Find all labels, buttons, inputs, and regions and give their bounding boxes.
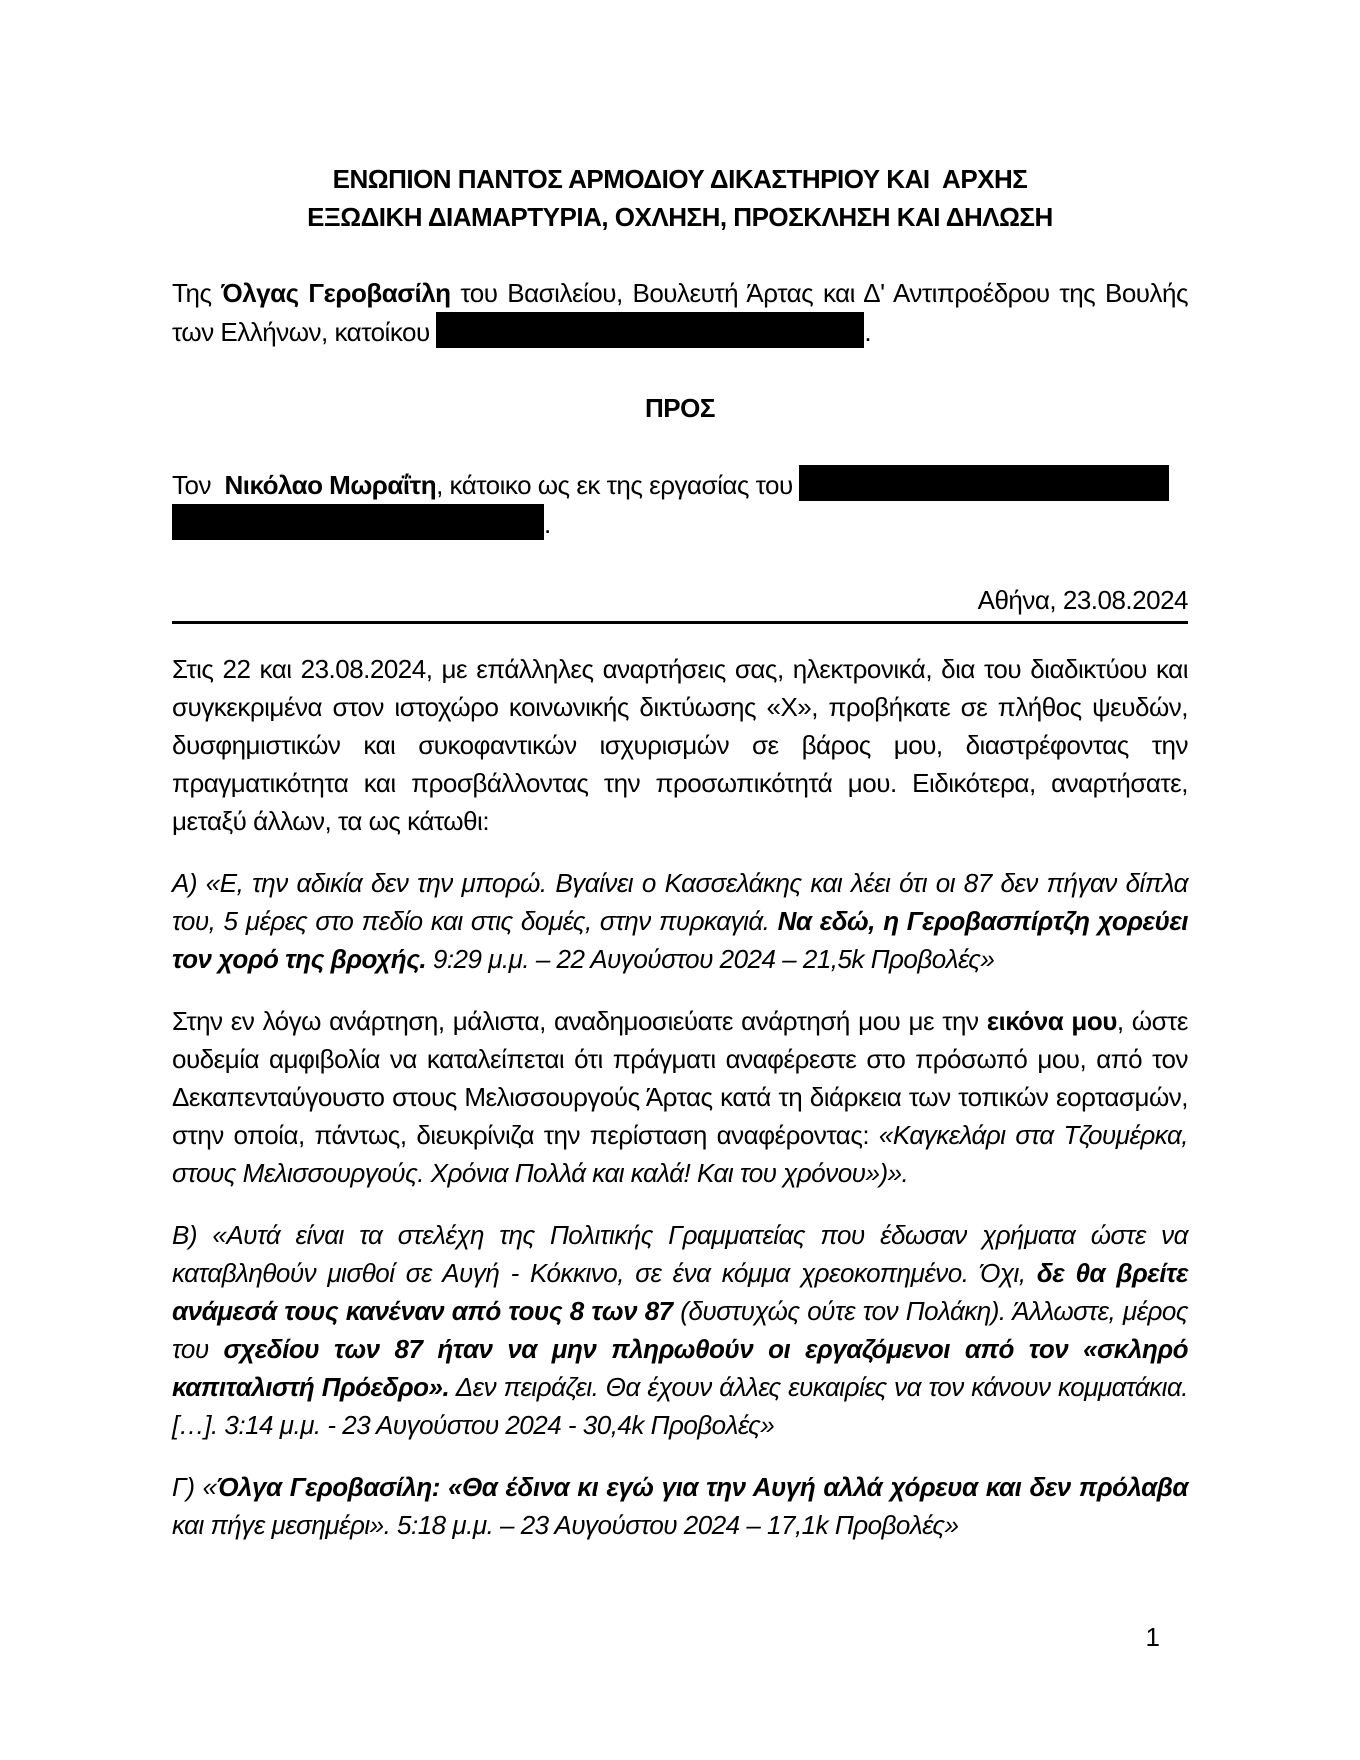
text-run: Στις 22 και 23.08.2024, με επάλληλες αναρτήσεις σας, ηλεκτρονικά, δια του διαδικτύου και συγκεκριμένα στον ιστοχώρο κοινωνικής δικτύωσης «Χ», προβήκατε σε πλήθος ψευδών, δυσφημιστικών και συκοφαντικών ισχυρισμών σε βάρος μου, διαστρέφοντας την πραγματικότητα και προσβάλλοντας την προσωπικότητά μου. Ειδικότερα, αναρτήσατε, μεταξύ άλλων, τα ως κάτωθι: — [172, 654, 1195, 836]
body-section — [172, 650, 1195, 1544]
text-run: Όλγας Γεροβασίλη — [221, 278, 451, 308]
post-c-quote-paragraph — [172, 1468, 1195, 1544]
text-run: του Βασιλείου, Βουλευτή Άρτας και Δ' Αντιπροέδρου της Βουλής των Ελλήνων, κατοίκου — [172, 278, 1195, 347]
text-run: εικόνα μου — [986, 1006, 1117, 1036]
redaction-bar — [436, 312, 864, 348]
text-run: Γ) « — [172, 1472, 217, 1502]
spacer — [172, 351, 1188, 389]
text-run: (δυστυχώς ούτε τον Πολάκη). Άλλωστε, μέρος του — [172, 1296, 1195, 1364]
text-run: «Καγκελάρι στα Τζουμέρκα, στους Μελισσουργούς. Χρόνια Πολλά και καλά! Και του χρόνου»)». — [172, 1120, 1195, 1188]
text-run: Δεν πειράζει. Θα έχουν άλλες ευκαιρίες να τον κάνουν κομματάκια. […]. 3:14 μ.μ. - 23 Αυγούστου 2024 - 30,4k Προβολές» — [172, 1372, 1195, 1440]
text-run: 9:29 μ.μ. – 22 Αυγούστου 2024 – 21,5k Προβολές» — [426, 944, 995, 974]
recipient-paragraph — [172, 465, 1188, 543]
text-run: Να εδώ, η Γεροβασπίρτζη χορεύει τον χορό της βροχής. — [172, 906, 1195, 974]
redaction-bar — [172, 504, 544, 540]
document-title — [172, 160, 1188, 236]
page-number: 1 — [1145, 1622, 1160, 1652]
text-run: Νικόλαο Μωραΐτη — [224, 470, 437, 500]
text-run: , ώστε ουδεμία αμφιβολία να καταλείπεται ότι πράγματι αναφέρεστε στο πρόσωπό μου, από τον Δεκαπενταύγουστο στους Μελισσουργούς Άρτας κατά τη διάρκεια των τοπικών εορτασμών, στην οποία, πάντως, διευκρίνιζα την περίσταση αναφέροντας: — [172, 1006, 1195, 1150]
image-repost-paragraph — [172, 1002, 1195, 1192]
text-run: Α) «Ε, την αδικία δεν την μπορώ. Βγαίνει ο Κασσελάκης και λέει ότι οι 87 δεν πήγαν δίπλα του, 5 μέρες στο πεδίο και στις δομές, στην πυρκαγιά. — [172, 868, 1195, 936]
text-run: Στην εν λόγω ανάρτηση, μάλιστα, αναδημοσιεύατε ανάρτησή μου με την — [172, 1006, 987, 1036]
dateline: Αθήνα, 23.08.2024 — [977, 585, 1188, 615]
separator-rule — [172, 621, 1188, 624]
text-run: σχεδίου των 87 ήταν να μην πληρωθούν οι εργαζόμενοι από τον «σκληρό καπιταλιστή Πρόεδρο». — [172, 1334, 1195, 1402]
spacer — [172, 543, 1188, 581]
text-run: , κάτοικο ως εκ της εργασίας του — [436, 470, 800, 500]
text-run: και πήγε μεσημέρι». 5:18 μ.μ. – 23 Αυγούστου 2024 – 17,1k Προβολές» — [172, 1472, 1195, 1540]
text-run: . — [864, 317, 872, 347]
intro-paragraph — [172, 650, 1195, 840]
text-run: Β) «Αυτά είναι τα στελέχη της Πολιτικής Γραμματείας που έδωσαν χρήματα ώστε να καταβληθούν μισθοί σε Αυγή - Κόκκινο, σε ένα κόμμα χρεοκοπημένο. Όχι, — [172, 1220, 1195, 1288]
document-title-line1: ΕΝΩΠΙΟΝ ΠΑΝΤΟΣ ΑΡΜΟΔΙΟΥ ΔΙΚΑΣΤΗΡΙΟΥ ΚΑΙ ΑΡΧΗΣ — [332, 164, 1028, 194]
post-a-quote-paragraph — [172, 864, 1195, 978]
redaction-bar — [799, 465, 1169, 501]
text-run: δε θα βρείτε ανάμεσά τους κανέναν από τους 8 των 87 — [172, 1258, 1195, 1326]
text-run: Όλγα Γεροβασίλη: «Θα έδινα κι εγώ για την Αυγή αλλά χόρευα και δεν πρόλαβα — [216, 1472, 1189, 1502]
post-b-quote-paragraph — [172, 1216, 1195, 1444]
document-title-line2: ΕΞΩΔΙΚΗ ΔΙΑΜΑΡΤΥΡΙΑ, ΟΧΛΗΣΗ, ΠΡΟΣΚΛΗΣΗ ΚΑΙ ΔΗΛΩΣΗ — [307, 202, 1053, 232]
text-run: Τον — [172, 470, 225, 500]
pros-label: ΠΡΟΣ — [645, 393, 715, 423]
spacer — [172, 236, 1188, 274]
claimant-paragraph — [172, 274, 1195, 351]
text-run: Της — [172, 278, 222, 308]
text-run: . — [544, 509, 551, 539]
spacer — [172, 427, 1188, 465]
